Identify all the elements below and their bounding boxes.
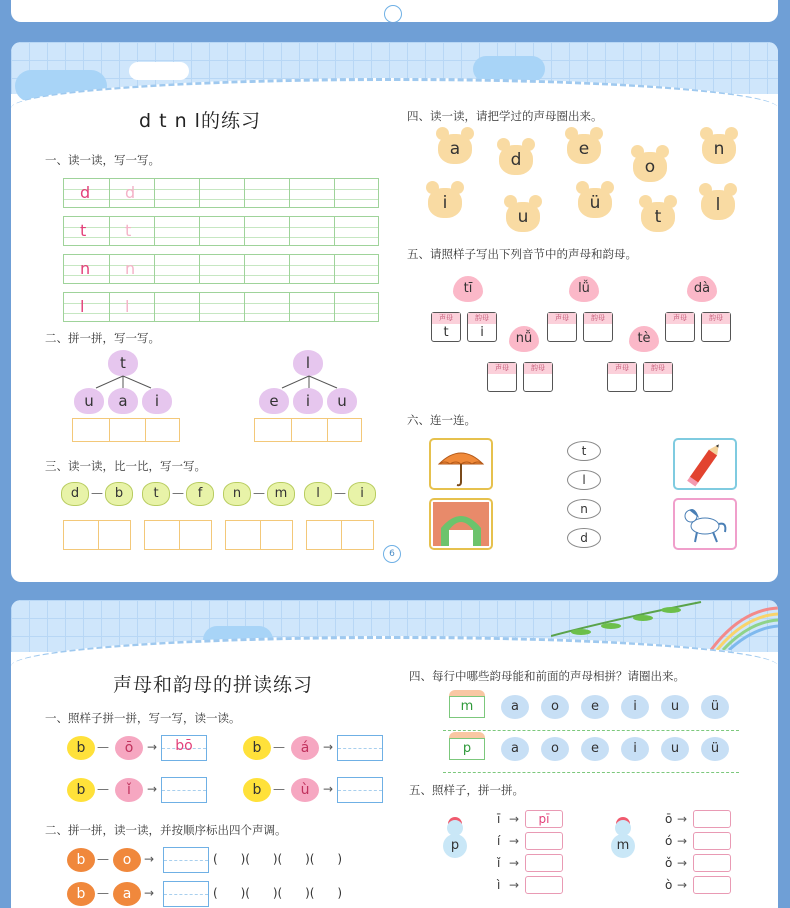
worksheet-page-2 [11,600,778,908]
box-guide [338,748,382,749]
grid-guide-line [64,275,378,276]
mouse-card: u [506,202,540,232]
arrow: → [147,782,158,796]
final-box[interactable] [523,362,553,392]
heart-bottom: a [108,388,138,414]
grid-cell-divider [199,217,200,245]
final-bubble[interactable]: ü [701,695,729,719]
peach-syllable: tī [453,276,483,302]
answer-box[interactable] [63,520,131,550]
answer-box[interactable] [161,777,207,803]
grid-cell-divider [199,293,200,321]
lemon-initial: b [243,736,271,760]
grid-cell-divider [199,255,200,283]
tone-final: ó [665,834,673,848]
snowman-initial [611,820,635,860]
section-5-label: 五、照样子，拼一拼。 [409,783,524,797]
section-6-label: 六、连一连。 [407,413,476,427]
arrow: → [677,856,688,870]
answer-box[interactable] [525,854,563,872]
final-value: i [480,325,484,340]
heart-bottom: u [327,388,357,414]
arrow: → [144,886,155,900]
initial-box[interactable] [431,312,461,342]
dash-separator: — [172,486,184,500]
grid-cell-divider [289,217,290,245]
final-bubble[interactable]: u [661,737,689,761]
grid-cell-divider [154,179,155,207]
arrow: → [323,782,334,796]
mouse-card: l [701,190,735,220]
dash-separator: — [97,782,109,796]
cat-letter: f [186,482,214,506]
mouse-card: ü [578,188,612,218]
final-bubble[interactable]: i [621,737,649,761]
lemon-final: ù [291,778,319,802]
initial-box[interactable] [487,362,517,392]
initial-box[interactable] [665,312,695,342]
final-tag: 韵母 [524,363,552,374]
final-bubble[interactable]: i [621,695,649,719]
grid-cell-divider [289,179,290,207]
grid-cell-divider [244,179,245,207]
cat-letter: m [267,482,295,506]
final-box[interactable] [701,312,731,342]
initial-tag: 声母 [488,363,516,374]
arrow: → [677,812,688,826]
final-tag: 韵母 [702,313,730,324]
answer-box[interactable] [525,876,563,894]
answer-text: bō [175,738,193,754]
dash-separator: — [97,740,109,754]
mouse-card: d [499,145,533,175]
letter-trace: t [125,221,132,240]
tone-final: ǒ [665,856,673,870]
grid-cell-divider [154,217,155,245]
section-1-label: 一、照样子拼一拼，写一写，读一读。 [45,711,241,725]
grid-cell-divider [334,179,335,207]
cat-letter: i [348,482,376,506]
dash-separator: — [97,852,109,866]
section-1-label: 一、读一读，写一写。 [45,153,160,167]
letter-oval[interactable]: d [567,528,601,548]
grid-cell-divider [334,293,335,321]
initial-tag: 声母 [432,313,460,324]
initial-box[interactable] [607,362,637,392]
grid-cell-divider [244,255,245,283]
answer-box[interactable] [525,832,563,850]
heart-bottom: i [293,388,323,414]
cloud-decoration [129,62,189,80]
grid-guide-line [64,189,378,190]
peach-syllable: dà [687,276,717,302]
box-divider [341,521,342,549]
section-3-label: 三、读一读，比一比，写一写。 [45,459,206,473]
worksheet-page-1 [11,42,778,582]
cat-letter: l [304,482,332,506]
section-2-label: 二、拼一拼，读一读，并按顺序标出四个声调。 [45,823,287,837]
grid-cell-divider [154,255,155,283]
cat-letter: d [61,482,89,506]
grid-cell-divider [109,179,110,207]
page-number-badge [384,5,402,22]
umbrella-picture[interactable] [429,438,493,490]
final-bubble[interactable]: ü [701,737,729,761]
dash-separator: — [91,486,103,500]
letter-oval[interactable]: t [567,441,601,461]
final-tag: 韵母 [584,313,612,324]
answer-box[interactable] [693,810,731,828]
box-divider [179,521,180,549]
grid-guide-line [64,199,378,200]
page-title: d t n l的练习 [139,110,261,132]
grid-cell-divider [334,255,335,283]
initial-box[interactable] [547,312,577,342]
heart-top: t [108,350,138,376]
heart-bottom: e [259,388,289,414]
answer-box[interactable] [144,520,212,550]
grid-cell-divider [244,293,245,321]
lemon-initial: b [67,778,95,802]
cat-letter: n [223,482,251,506]
answer-box[interactable] [306,520,374,550]
grid-guide-line [64,303,378,304]
snowman-initial-letter: m [611,834,635,858]
tone-final: ī [497,812,501,826]
lemon-final: ō [115,736,143,760]
final-bubble[interactable]: e [581,737,609,761]
dash-separator: — [334,486,346,500]
mouse-card: o [633,152,667,182]
arrow: → [509,878,520,892]
section-2-label: 二、拼一拼，写一写。 [45,331,160,345]
final-bubble[interactable]: e [581,695,609,719]
arrow: → [323,740,334,754]
mouse-card: e [567,134,601,164]
tone-final: ò [665,878,673,892]
writing-grid-row[interactable] [63,216,379,246]
pencil-picture[interactable] [673,438,737,490]
section-4-label: 四、每行中哪些韵母能和前面的声母相拼？请圈出来。 [409,669,685,683]
cat-letter: b [105,482,133,506]
final-tag: 韵母 [468,313,496,324]
letter-model: d [80,183,91,202]
dash-separator: — [273,782,285,796]
answer-box[interactable] [163,881,209,907]
lemon-initial: b [67,736,95,760]
letter-trace: l [125,297,130,316]
answer-box[interactable] [163,847,209,873]
initial-tag: 声母 [548,313,576,324]
answer-box[interactable] [693,876,731,894]
grid-cell-divider [334,217,335,245]
box-divider [260,521,261,549]
writing-grid-row[interactable] [63,254,379,284]
answer-box[interactable] [693,854,731,872]
letter-model: n [80,259,91,278]
snowman-initial-letter: p [443,834,467,858]
row-divider [443,730,739,731]
heart-top: l [293,350,323,376]
snowman-initial [443,820,467,860]
answer-box[interactable] [337,777,383,803]
lemon-initial: b [243,778,271,802]
lemon-final: á [291,736,319,760]
peach-syllable: tè [629,326,659,352]
arrow: → [144,852,155,866]
final-bubble[interactable]: o [541,695,569,719]
mouse-card: n [702,134,736,164]
lemon-final: ǐ [115,778,143,802]
grid-cell-divider [289,255,290,283]
tone-slots[interactable]: ( )( )( )( ) [213,886,342,900]
grid-cell-divider [109,255,110,283]
persimmon-final: o [113,848,141,872]
gate-picture[interactable] [429,498,493,550]
page-number: 6 [383,545,401,563]
tone-final: ì [497,878,501,892]
dash-separator: — [97,886,109,900]
box-guide [162,790,206,791]
box-guide [338,790,382,791]
section-5-label: 五、请照样子写出下列音节中的声母和韵母。 [407,247,637,261]
grid-cell-divider [109,217,110,245]
initial-tag: 声母 [666,313,694,324]
initial-value: t [443,325,449,340]
dash-separator: — [273,740,285,754]
answer-box[interactable]: pī [525,810,563,828]
grid-cell-divider [289,293,290,321]
grid-cell-divider [244,217,245,245]
dash-separator: — [253,486,265,500]
horse-picture[interactable] [673,498,737,550]
heart-bottom: i [142,388,172,414]
initial-box: p [449,738,485,760]
initial-tag: 声母 [608,363,636,374]
box-guide [164,894,208,895]
row-divider [443,772,739,773]
box-guide [164,860,208,861]
letter-trace: n [125,259,136,278]
peach-syllable: nǚ [509,326,539,352]
final-bubble[interactable]: u [661,695,689,719]
grid-guide-line [64,227,378,228]
letter-model: t [80,221,87,240]
peach-syllable: lǚ [569,276,599,302]
writing-grid-row[interactable] [63,292,379,322]
grid-cell-divider [154,293,155,321]
grid-cell-divider [109,293,110,321]
letter-trace: d [125,183,136,202]
tone-final: í [497,834,501,848]
section-4-label: 四、读一读，请把学过的声母圈出来。 [407,109,603,123]
arrow: → [677,878,688,892]
final-box[interactable] [467,312,497,342]
tone-final: ō [665,812,673,826]
arrow: → [147,740,158,754]
answer-box[interactable] [72,418,180,442]
final-box[interactable] [643,362,673,392]
arrow: → [509,812,520,826]
box-divider [98,521,99,549]
writing-grid-row[interactable] [63,178,379,208]
persimmon-final: a [113,882,141,906]
tone-slots[interactable]: ( )( )( )( ) [213,852,342,866]
persimmon-initial: b [67,848,95,872]
final-tag: 韵母 [644,363,672,374]
letter-oval[interactable]: n [567,499,601,519]
page-title: 声母和韵母的拼读练习 [113,674,314,696]
grid-guide-line [64,313,378,314]
tone-final: ǐ [497,856,501,870]
cat-letter: t [142,482,170,506]
mouse-card: a [438,134,472,164]
grid-guide-line [64,265,378,266]
mouse-card: i [428,188,462,218]
arrow: → [677,834,688,848]
answer-box[interactable] [225,520,293,550]
heart-bottom: u [74,388,104,414]
initial-box: m [449,696,485,718]
arrow: → [509,834,520,848]
answer-box[interactable] [254,418,362,442]
answer-box[interactable] [161,735,207,761]
final-box[interactable] [583,312,613,342]
previous-page-card [11,0,778,22]
mouse-card: t [641,202,675,232]
letter-oval[interactable]: l [567,470,601,490]
persimmon-initial: b [67,882,95,906]
final-bubble[interactable]: a [501,737,529,761]
answer-box[interactable] [693,832,731,850]
answer-box[interactable] [337,735,383,761]
arrow: → [509,856,520,870]
letter-model: l [80,297,85,316]
grid-guide-line [64,237,378,238]
final-bubble[interactable]: o [541,737,569,761]
final-bubble[interactable]: a [501,695,529,719]
grid-cell-divider [199,179,200,207]
